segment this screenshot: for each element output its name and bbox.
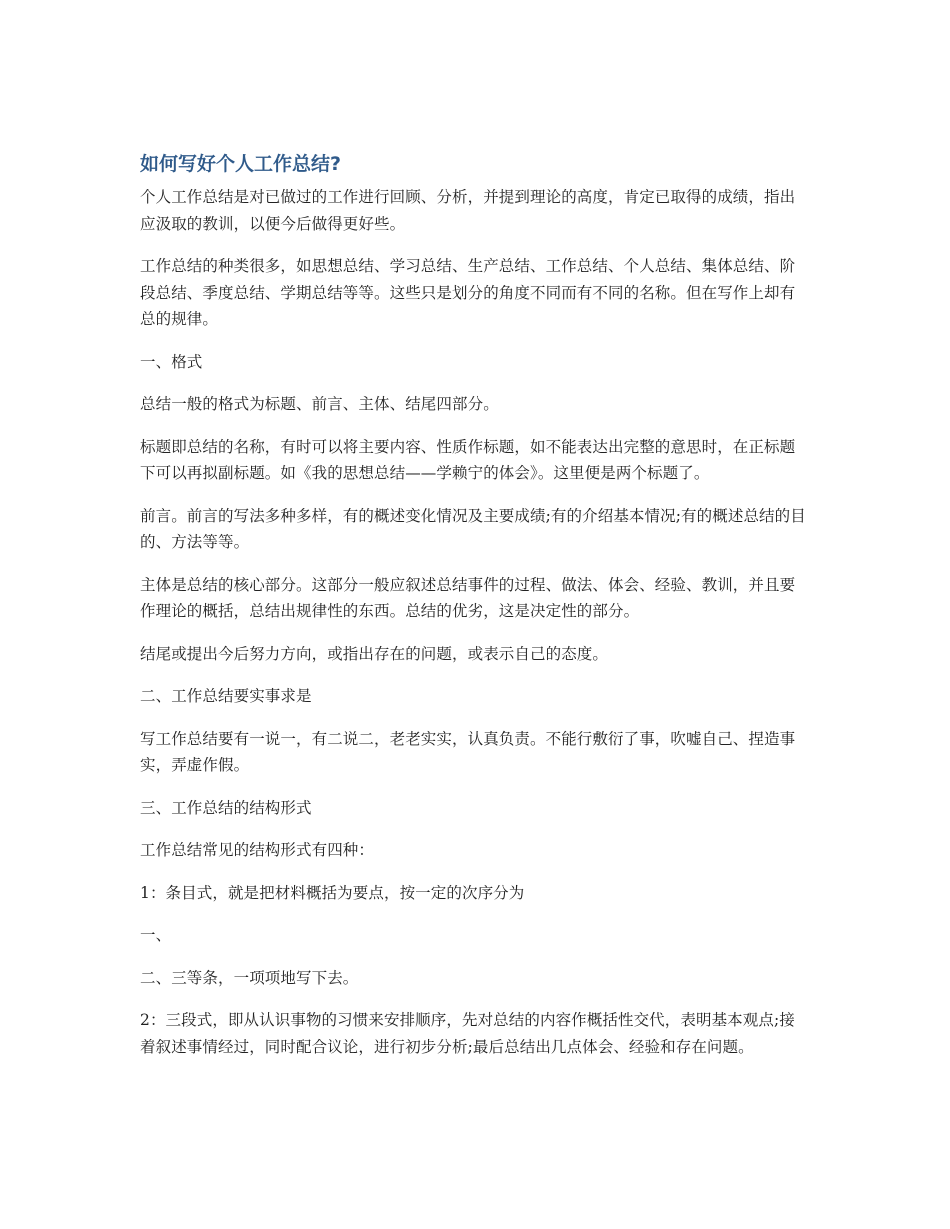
document-title: 如何写好个人工作总结?	[140, 153, 342, 175]
section-heading-truth: 二、工作总结要实事求是	[140, 687, 312, 705]
list-item-2: 2：三段式，即从认识事物的习惯来安排顺序，先对总结的内容作概括性交代，表明基本观点;接着叙述事情经过，同时配合议论，进行初步分析;最后总结出几点体会、经验和存在问题。	[140, 1011, 795, 1056]
paragraph-truth: 写工作总结要有一说一，有二说二，老老实实，认真负责。不能行敷衍了事，吹嘘自己、捏造事实，弄虚作假。	[140, 729, 796, 774]
paragraph-preface: 前言。前言的写法多种多样，有的概述变化情况及主要成绩;有的介绍基本情况;有的概述总结的目的、方法等等。	[140, 506, 806, 551]
list-item-1: 1：条目式，就是把材料概括为要点，按一定的次序分为	[140, 883, 525, 902]
paragraph-format-parts: 总结一般的格式为标题、前言、主体、结尾四部分。	[140, 395, 499, 413]
list-item-1-sub-1: 一、	[140, 926, 172, 944]
paragraph-title: 标题即总结的名称，有时可以将主要内容、性质作标题，如不能表达出完整的意思时，在正标题下可以再拟副标题。如《我的思想总结——学赖宁的体会》。这里便是两个标题了。	[140, 437, 796, 482]
paragraph-body: 主体是总结的核心部分。这部分一般应叙述总结事件的过程、做法、体会、经验、教训，并且要作理论的概括，总结出规律性的东西。总结的优劣，这是决定性的部分。	[140, 575, 796, 620]
list-item-1-sub-2: 二、三等条，一项项地写下去。	[140, 968, 359, 987]
section-heading-format: 一、格式	[140, 352, 203, 371]
paragraph-types: 工作总结的种类很多，如思想总结、学习总结、生产总结、工作总结、个人总结、集体总结、阶段总结、季度总结、学期总结等等。这些只是划分的角度不同而有不同的名称。但在写作上却有总的规律。	[140, 257, 796, 328]
paragraph-ending: 结尾或提出今后努力方向，或指出存在的问题，或表示自己的态度。	[140, 644, 609, 663]
paragraph-intro: 个人工作总结是对已做过的工作进行回顾、分析，并提到理论的高度，肯定已取得的成绩，指出应汲取的教训，以便今后做得更好些。	[140, 188, 796, 233]
document-page	[140, 150, 810, 1076]
paragraph-structure-intro: 工作总结常见的结构形式有四种：	[140, 841, 375, 859]
section-heading-structure: 三、工作总结的结构形式	[140, 798, 312, 817]
